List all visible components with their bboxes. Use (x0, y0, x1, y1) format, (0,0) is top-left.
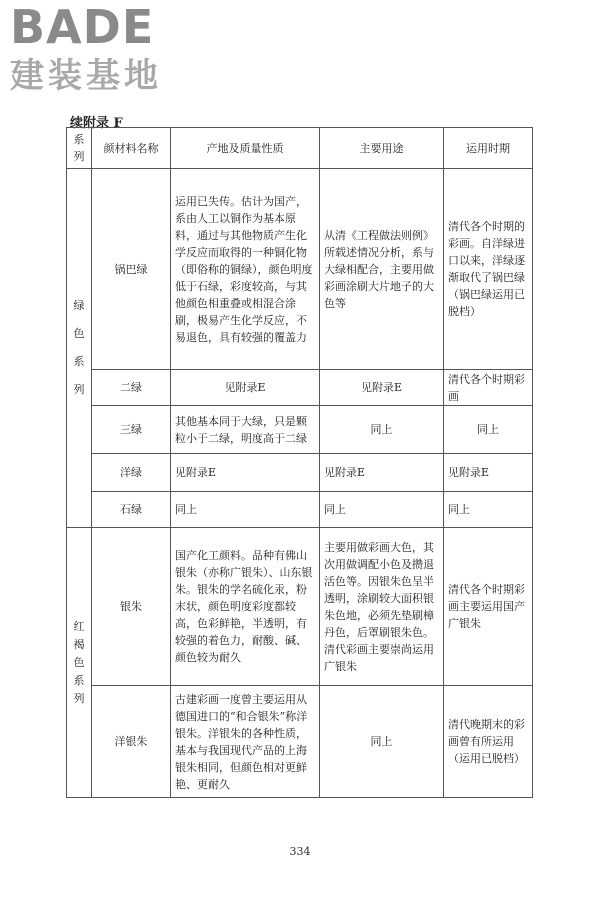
pigment-usage: 同上 (320, 686, 444, 798)
pigment-period: 见附录E (444, 454, 533, 492)
pigment-period: 清代晚期末的彩画曾有所运用（运用已脱档） (444, 686, 533, 798)
table-row (67, 686, 533, 798)
table-row (67, 406, 533, 454)
pigment-name: 石绿 (92, 492, 171, 528)
series-cell-green: 绿 色 系 列 (67, 169, 92, 528)
page-number: 334 (289, 845, 311, 858)
table-row (67, 492, 533, 528)
pigment-origin: 其他基本同于大绿，只是颗粒小于二绿，明度高于二绿 (171, 406, 320, 454)
pigment-period: 清代各个时期彩画主要运用国产广银朱 (444, 528, 533, 686)
pigment-period: 同上 (444, 492, 533, 528)
pigment-name: 洋绿 (92, 454, 171, 492)
pigment-origin: 见附录E (171, 370, 320, 406)
table-row (67, 454, 533, 492)
pigment-origin: 同上 (171, 492, 320, 528)
appendix-caption: 续附录 F (70, 116, 123, 131)
pigment-name: 锅巴绿 (92, 169, 171, 370)
series-cell-red: 红 褐 色 系 列 (67, 528, 92, 798)
table-row (67, 370, 533, 406)
header-name: 颜材料名称 (92, 128, 171, 169)
pigment-origin: 古建彩画一度曾主要运用从德国进口的“和合银朱”称洋银朱。洋银朱的各种性质，基本与我国现代产品的上海银朱相同，但颜色相对更鲜艳、更耐久 (171, 686, 320, 798)
pigment-origin: 国产化工颜料。品种有佛山银朱（亦称广银朱）、山东银朱。银朱的学名硫化汞，粉末状，颜色明度彩度都较高，色彩鲜艳，半透明，有较强的着色力，耐酸、碱、颜色较为耐久 (171, 528, 320, 686)
pigment-period: 清代各个时期的彩画。自洋绿进口以来，洋绿逐渐取代了锅巴绿（锅巴绿运用已脱档） (444, 169, 533, 370)
pigment-name: 二绿 (92, 370, 171, 406)
pigment-origin: 见附录E (171, 454, 320, 492)
logo-tagline: 建装基地 (10, 56, 162, 96)
table-header-row (67, 128, 533, 169)
header-usage: 主要用途 (320, 128, 444, 169)
pigment-name: 洋银朱 (92, 686, 171, 798)
pigment-table (66, 127, 533, 798)
table-row (67, 169, 533, 370)
pigment-usage: 从清《工程做法则例》所载述情况分析，系与大绿相配合，主要用做彩画涂刷大片地子的大色等 (320, 169, 444, 370)
header-series: 系 列 (67, 128, 92, 169)
logo-wordmark: BADE (10, 0, 155, 54)
pigment-usage: 同上 (320, 406, 444, 454)
pigment-usage: 见附录E (320, 370, 444, 406)
pigment-usage: 同上 (320, 492, 444, 528)
header-origin: 产地及质量性质 (171, 128, 320, 169)
pigment-name: 银朱 (92, 528, 171, 686)
pigment-name: 三绿 (92, 406, 171, 454)
header-period: 运用时期 (444, 128, 533, 169)
table-row (67, 528, 533, 686)
pigment-period: 清代各个时期彩画 (444, 370, 533, 406)
brand-logo (10, 0, 180, 104)
pigment-usage: 主要用做彩画大色，其次用做调配小色及攒退活色等。因银朱色呈半透明，涂刷较大面积银朱色地，必须先垫刷樟丹色，后罩刷银朱色。清代彩画主要崇尚运用广银朱 (320, 528, 444, 686)
pigment-period: 同上 (444, 406, 533, 454)
pigment-origin: 运用已失传。估计为国产，系由人工以铜作为基本原料，通过与其他物质产生化学反应而取得的一种铜化物（即俗称的铜绿），颜色明度低于石绿，彩度较高，与其他颜色相重叠或相混合涂刷，极易产生化学反应，不易退色，具有较强的覆盖力 (171, 169, 320, 370)
pigment-usage: 见附录E (320, 454, 444, 492)
